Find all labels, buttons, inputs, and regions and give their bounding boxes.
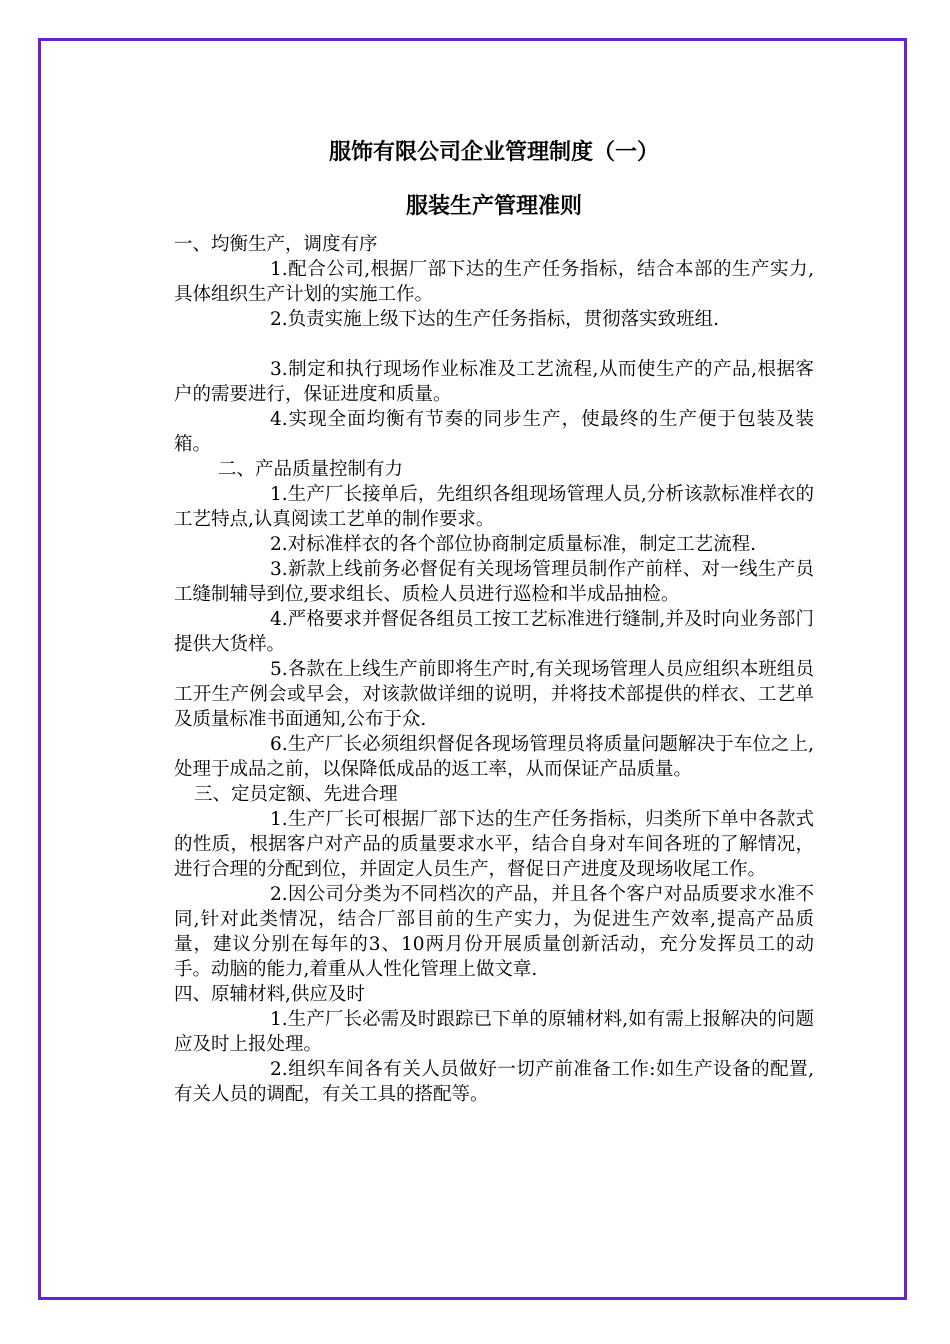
paragraph: 4.实现全面均衡有节奏的同步生产，使最终的生产便于包装及装箱。 <box>174 409 814 455</box>
paragraph: 2.负责实施上级下达的生产任务指标，贯彻落实致班组. <box>270 309 720 330</box>
document-subtitle: 服装生产管理准则 <box>405 194 582 219</box>
section-heading-2: 二、产品质量控制有力 <box>218 459 404 480</box>
paragraph: 2.因公司分类为不同档次的产品，并且各个客户对品质要求水准不同,针对此类情况，结合厂部目前的生产实力，为促进生产效率,提高产品质量，建议分别在每年的3、10两月份开展质量创新活动，充分发挥员工的动手。动脑的能力,着重从人性化管理上做文章. <box>174 884 814 980</box>
paragraph: 3.新款上线前务必督促有关现场管理员制作产前样、对一线生产员工缝制辅导到位,要求组长、质检人员进行巡检和半成品抽检。 <box>174 559 814 605</box>
section-heading-1: 一、均衡生产，调度有序 <box>174 234 378 255</box>
paragraph: 3.制定和执行现场作业标准及工艺流程,从而使生产的产品,根据客户的需要进行，保证进度和质量。 <box>174 359 814 405</box>
section-heading-4: 四、原辅材料,供应及时 <box>174 984 365 1005</box>
paragraph: 2.组织车间各有关人员做好一切产前准备工作:如生产设备的配置,有关人员的调配，有关工具的搭配等。 <box>174 1059 814 1105</box>
paragraph: 4.严格要求并督促各组员工按工艺标准进行缝制,并及时向业务部门提供大货样。 <box>174 609 814 655</box>
paragraph: 1.生产厂长接单后，先组织各组现场管理人员,分析该款标准样衣的工艺特点,认真阅读工艺单的制作要求。 <box>174 484 814 530</box>
paragraph: 6.生产厂长必须组织督促各现场管理员将质量问题解决于车位之上,处理于成品之前，以保降低成品的返工率，从而保证产品质量。 <box>174 734 814 780</box>
document-body <box>174 130 814 1107</box>
paragraph: 2.对标准样衣的各个部位协商制定质量标准，制定工艺流程. <box>270 534 757 555</box>
paragraph: 1.生产厂长可根据厂部下达的生产任务指标，归类所下单中各款式的性质，根据客户对产品的质量要求水平，结合自身对车间各班的了解情况，进行合理的分配到位，并固定人员生产，督促日产进度及现场收尾工作。 <box>174 809 814 880</box>
section-heading-3: 三、定员定额、先进合理 <box>194 784 398 805</box>
blank-line <box>174 332 814 357</box>
document-title: 服饰有限公司企业管理制度（一） <box>328 140 659 165</box>
paragraph: 1.生产厂长必需及时跟踪已下单的原辅材料,如有需上报解决的问题应及时上报处理。 <box>174 1009 814 1055</box>
paragraph: 5.各款在上线生产前即将生产时,有关现场管理人员应组织本班组员工开生产例会或早会，对该款做详细的说明，并将技术部提供的样衣、工艺单及质量标准书面通知,公布于众. <box>174 659 814 730</box>
paragraph: 1.配合公司,根据厂部下达的生产任务指标，结合本部的生产实力,具体组织生产计划的实施工作。 <box>174 259 814 305</box>
